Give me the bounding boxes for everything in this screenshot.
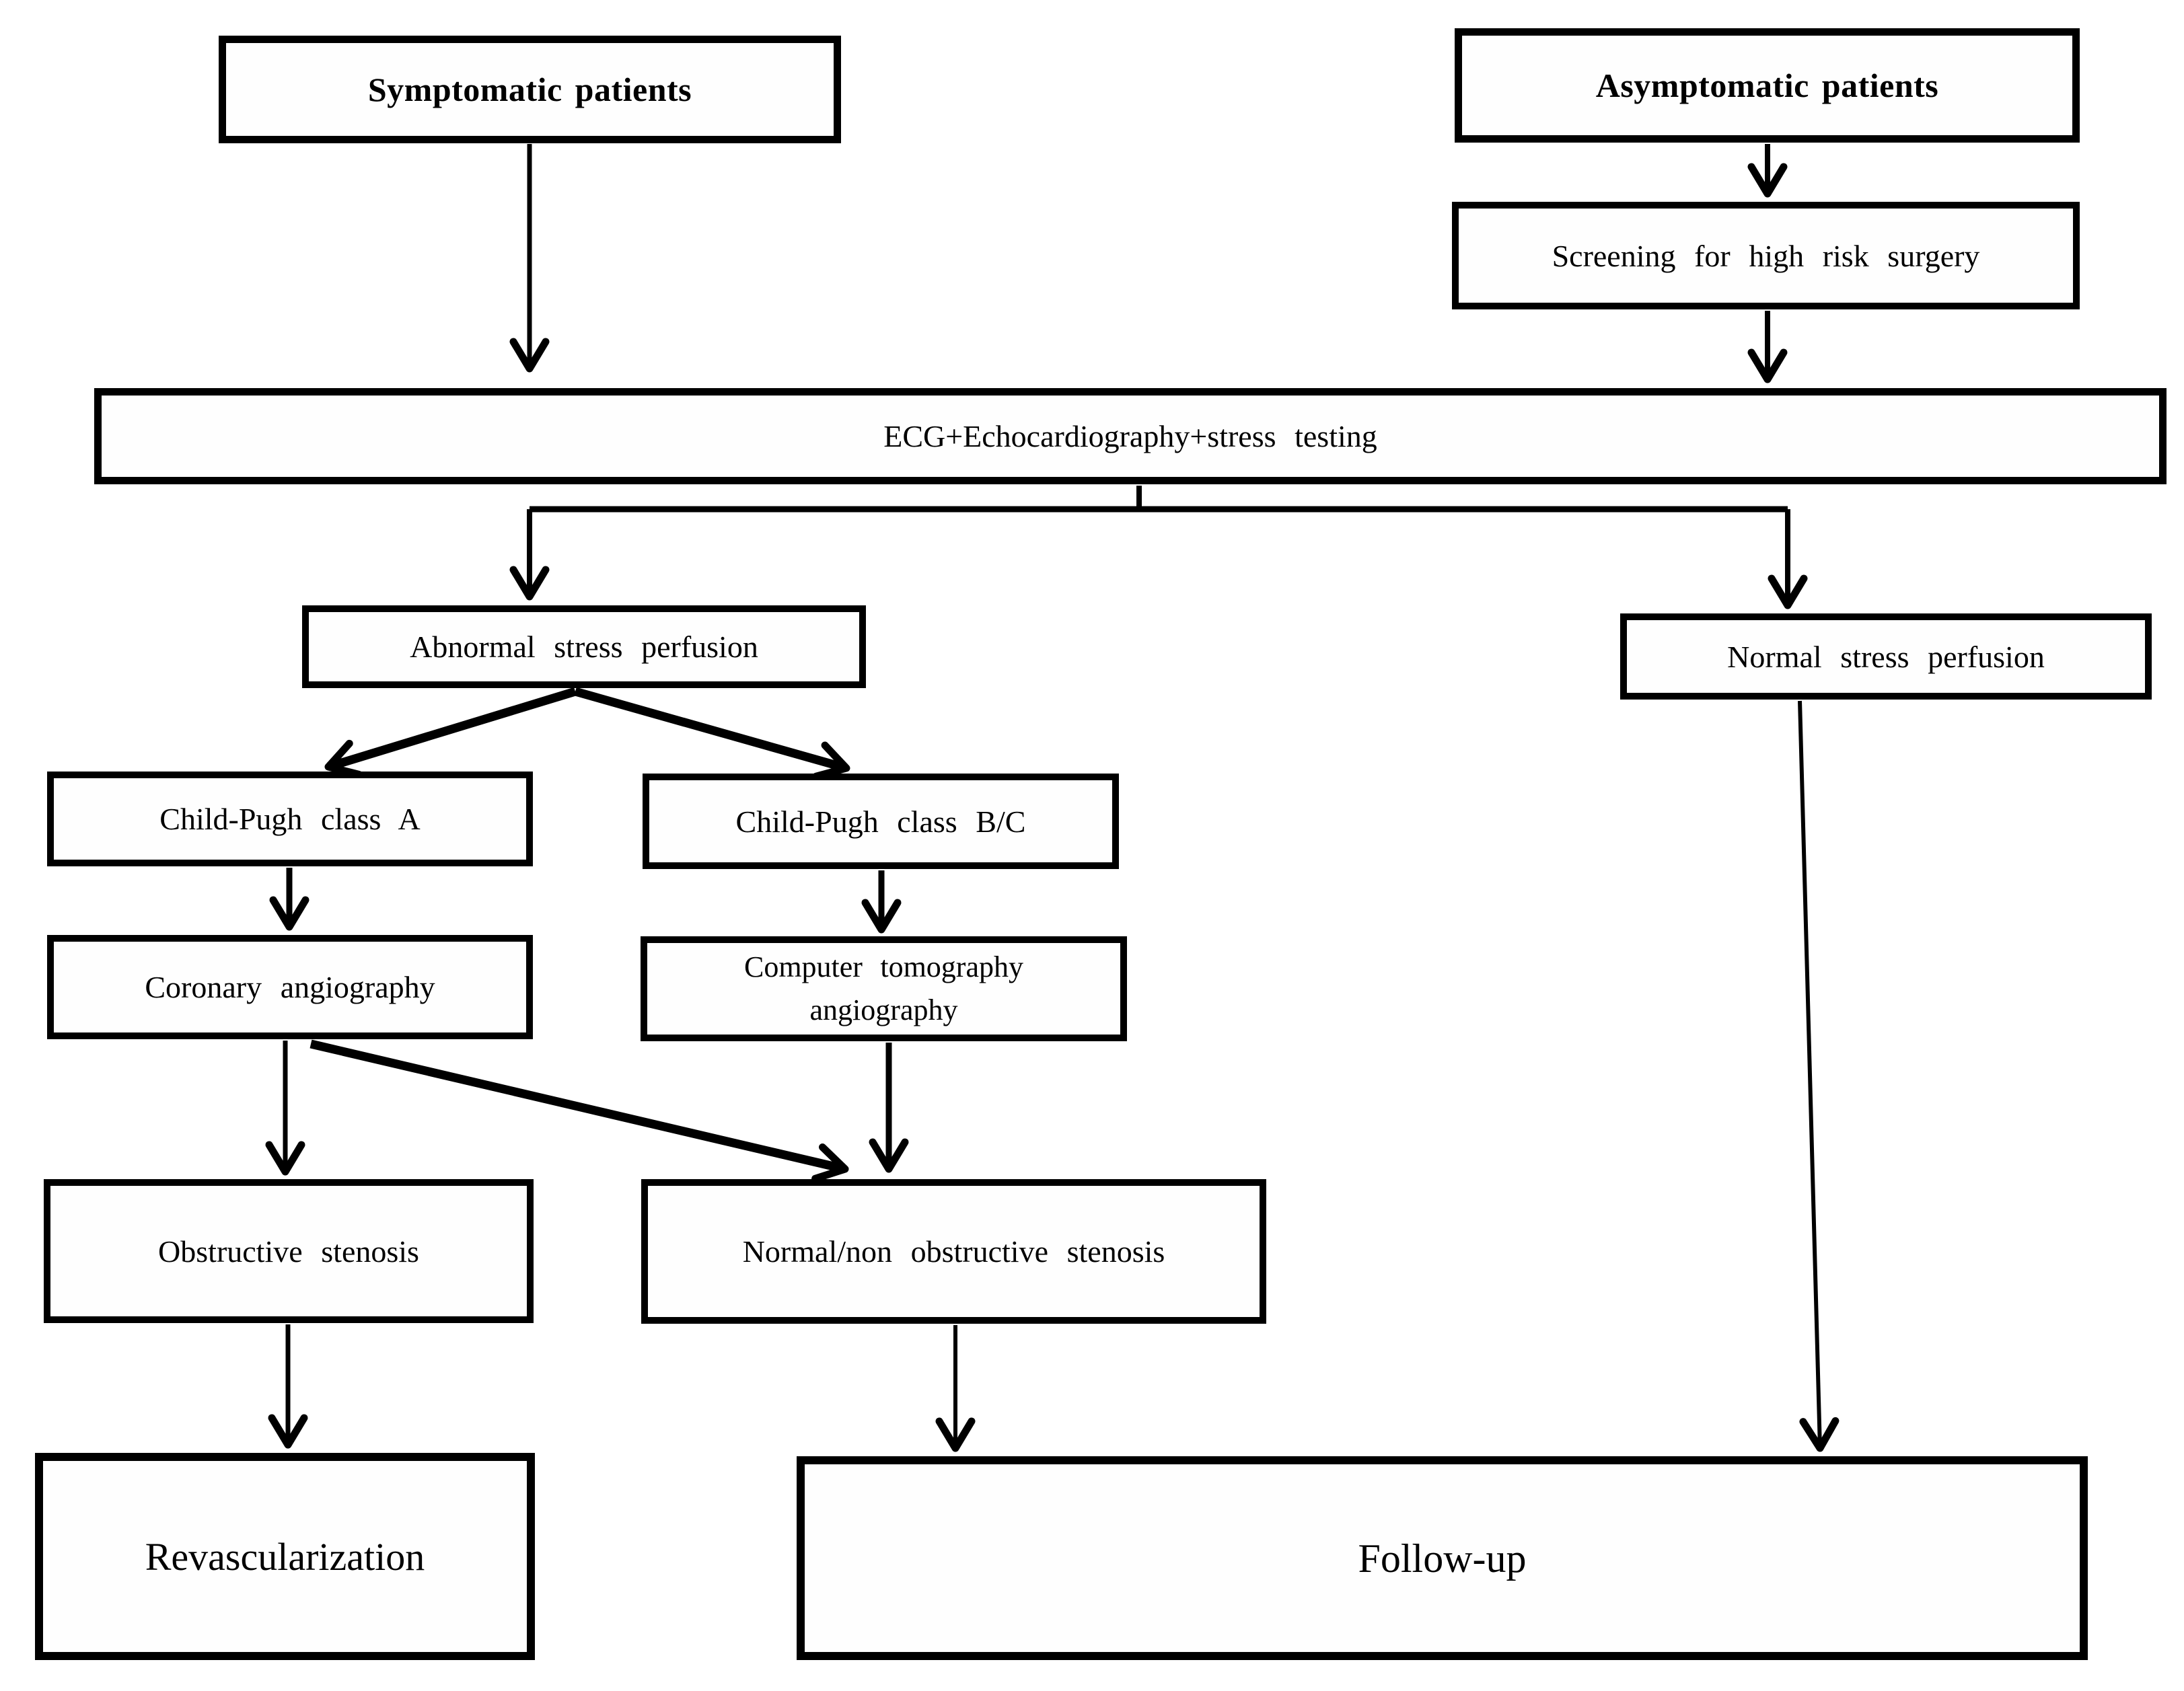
node-label: Revascularization — [145, 1534, 425, 1579]
node-symptomatic-patients — [219, 36, 841, 143]
node-screening-high-risk-surgery — [1452, 202, 2080, 309]
node-label: Follow-up — [1358, 1536, 1527, 1581]
node-label: ECG+Echocardiography+stress testing — [883, 419, 1377, 453]
node-coronary-angiography — [47, 935, 533, 1039]
node-label: Asymptomatic patients — [1595, 66, 1939, 104]
node-label: Normal stress perfusion — [1727, 639, 2045, 674]
node-computer-tomography-angiography — [641, 936, 1127, 1041]
node-ecg-echo-stress-testing — [94, 388, 2167, 484]
node-asymptomatic-patients — [1455, 28, 2080, 143]
node-normal-non-obstructive-stenosis — [641, 1179, 1266, 1324]
node-obstructive-stenosis — [44, 1179, 534, 1323]
node-normal-stress-perfusion — [1620, 613, 2152, 700]
node-label: Coronary angiography — [145, 970, 435, 1004]
node-child-pugh-class-bc — [643, 774, 1119, 869]
edge-abnormal-cpbc — [575, 691, 846, 768]
edge-normalperf-followup — [1800, 701, 1820, 1448]
node-label: Symptomatic patients — [367, 70, 692, 108]
node-label: Normal/non obstructive stenosis — [742, 1234, 1165, 1269]
node-label: Abnormal stress perfusion — [410, 630, 758, 664]
edge-abnormal-cpa — [328, 691, 575, 767]
node-label: Child-Pugh class B/C — [735, 804, 1026, 839]
node-revascularization — [35, 1453, 535, 1660]
node-label: Obstructive stenosis — [158, 1234, 419, 1269]
node-label: Screening for high risk surgery — [1552, 238, 1980, 273]
node-follow-up — [797, 1456, 2088, 1660]
node-label: Computer tomography angiography — [743, 950, 1023, 1026]
node-abnormal-stress-perfusion — [302, 605, 866, 688]
node-child-pugh-class-a — [47, 772, 533, 866]
edge-coronary-normalnon — [311, 1044, 845, 1169]
node-label: Child-Pugh class A — [159, 802, 421, 836]
